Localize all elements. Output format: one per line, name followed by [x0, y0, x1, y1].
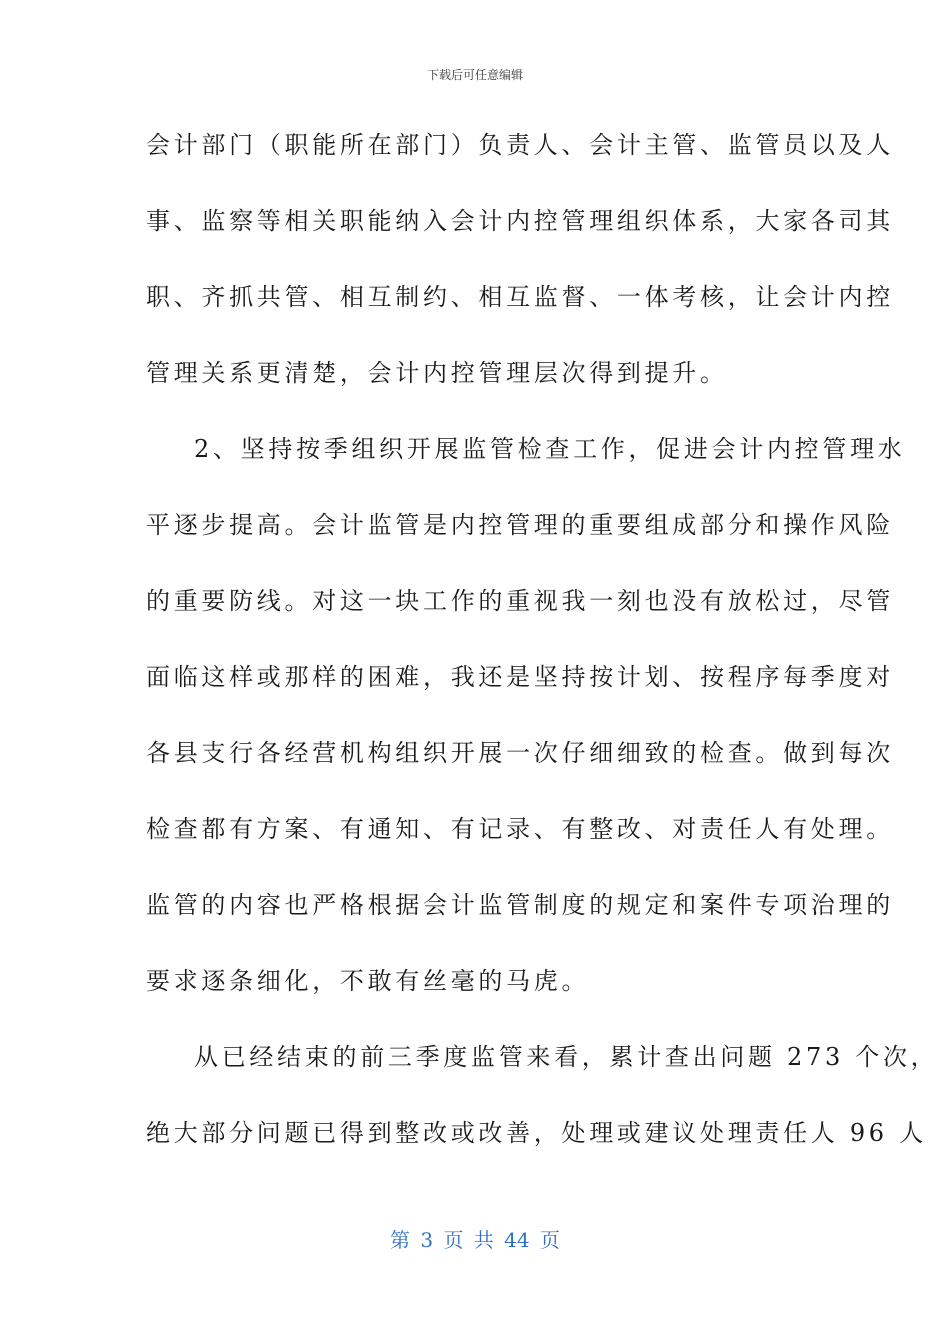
page-number: 第 3 页 共 44 页 [390, 1228, 560, 1252]
document-body [146, 120, 939, 1184]
text-line: 职、齐抓共管、相互制约、相互监督、一体考核，让会计内控 [146, 283, 894, 311]
paragraph-3 [146, 1032, 939, 1184]
text-line: 面临这样或那样的困难，我还是坚持按计划、按程序每季度对 [146, 663, 894, 691]
text-line: 监管的内容也严格根据会计监管制度的规定和案件专项治理的 [146, 891, 894, 919]
header-note: 下载后可任意编辑 [426, 68, 523, 82]
text-line: 的重要防线。对这一块工作的重视我一刻也没有放松过，尽管 [146, 587, 894, 615]
text-line: 事、监察等相关职能纳入会计内控管理组织体系，大家各司其 [146, 207, 894, 235]
text-line: 会计部门（职能所在部门）负责人、会计主管、监管员以及人 [146, 131, 894, 159]
text-line: 2、坚持按季组织开展监管检查工作，促进会计内控管理水 [194, 435, 906, 463]
paragraph-2 [146, 424, 906, 1032]
text-line: 各县支行各经营机构组织开展一次仔细细致的检查。做到每次 [146, 739, 894, 767]
text-line: 从已经结束的前三季度监管来看，累计查出问题 273 个次， [194, 1043, 939, 1071]
text-line: 绝大部分问题已得到整改或改善，处理或建议处理责任人 96 人 [146, 1119, 927, 1147]
paragraph-1 [146, 120, 894, 424]
text-line: 平逐步提高。会计监管是内控管理的重要组成部分和操作风险 [146, 511, 894, 539]
text-line: 检查都有方案、有通知、有记录、有整改、对责任人有处理。 [146, 815, 894, 843]
text-line: 管理关系更清楚，会计内控管理层次得到提升。 [146, 359, 728, 387]
text-line: 要求逐条细化，不敢有丝毫的马虎。 [146, 967, 590, 995]
